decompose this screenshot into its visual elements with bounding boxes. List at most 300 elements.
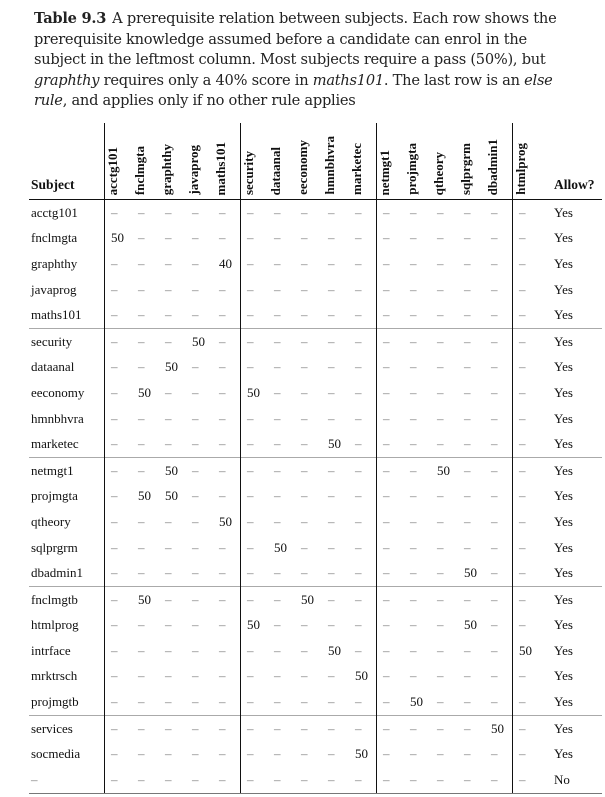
column-header-label: fnclmgta — [132, 145, 147, 195]
empty-cell: – — [513, 406, 541, 432]
empty-cell: – — [138, 359, 145, 375]
empty-cell: – — [513, 664, 541, 690]
empty-cell: – — [437, 204, 444, 220]
empty-cell: – — [165, 204, 172, 220]
empty-cell: – — [464, 694, 471, 710]
empty-cell: – — [192, 694, 199, 710]
caption-text — [34, 10, 556, 109]
empty-cell: – — [165, 384, 172, 400]
empty-cell: – — [274, 204, 281, 220]
column-header-label: security — [241, 150, 256, 195]
column-header-label: graphthy — [159, 143, 174, 195]
empty-cell: – — [491, 204, 498, 220]
empty-cell: – — [377, 277, 405, 303]
empty-cell: – — [404, 586, 431, 612]
table-row — [29, 767, 602, 793]
empty-cell: – — [464, 746, 471, 762]
empty-cell: – — [485, 457, 513, 483]
empty-cell: – — [410, 410, 417, 426]
column-header-label: qtheory — [431, 151, 446, 195]
empty-cell: – — [513, 277, 541, 303]
empty-cell: – — [355, 694, 362, 710]
empty-cell: – — [274, 307, 281, 323]
empty-cell: – — [301, 410, 308, 426]
empty-cell: – — [410, 436, 417, 452]
allow-cell: Yes — [554, 255, 573, 271]
empty-cell: – — [377, 484, 405, 510]
table-row — [29, 560, 602, 586]
empty-cell: – — [404, 767, 431, 793]
empty-cell: – — [274, 436, 281, 452]
empty-cell: – — [355, 359, 362, 375]
empty-cell: – — [355, 281, 362, 297]
empty-cell: – — [513, 380, 541, 406]
empty-cell: – — [105, 741, 133, 767]
empty-cell: – — [219, 307, 226, 323]
table-row — [29, 328, 602, 354]
table-label: Table 9.3 — [34, 10, 107, 27]
subject-cell: services — [29, 715, 105, 741]
empty-cell: – — [241, 638, 269, 664]
empty-cell: – — [355, 565, 362, 581]
empty-cell: – — [301, 255, 308, 271]
empty-cell: – — [431, 767, 458, 793]
prereq-score-cell: 40 — [219, 255, 232, 271]
empty-cell: – — [410, 281, 417, 297]
column-header-dataanal — [268, 123, 295, 200]
empty-cell: – — [328, 230, 335, 246]
empty-cell: – — [219, 488, 226, 504]
empty-cell: – — [410, 488, 417, 504]
empty-cell: – — [241, 200, 269, 226]
table-row — [29, 226, 602, 252]
allow-cell: Yes — [554, 410, 573, 426]
empty-cell: – — [105, 200, 133, 226]
empty-cell: – — [464, 436, 471, 452]
empty-cell: – — [377, 638, 405, 664]
column-header-qtheory — [431, 123, 458, 200]
empty-cell: – — [132, 715, 159, 741]
empty-cell: – — [192, 255, 199, 271]
column-header-label: acctg101 — [105, 146, 120, 195]
empty-cell: – — [437, 359, 444, 375]
empty-cell: – — [219, 694, 226, 710]
empty-cell: – — [301, 617, 308, 633]
empty-cell: – — [437, 642, 444, 658]
table-body — [29, 200, 602, 794]
prereq-score-cell: 50 — [328, 642, 341, 658]
empty-cell: – — [192, 204, 199, 220]
prereq-score-cell: 50 — [355, 746, 368, 762]
table-row — [29, 406, 602, 432]
empty-cell: – — [301, 384, 308, 400]
empty-cell: – — [491, 539, 498, 555]
empty-cell: – — [105, 767, 133, 793]
empty-cell: – — [513, 355, 541, 381]
prereq-score-cell: 50 — [241, 380, 269, 406]
allow-cell: No — [540, 767, 602, 793]
empty-cell: – — [105, 664, 133, 690]
allow-column-header: Allow? — [540, 123, 602, 200]
subject-cell: – — [29, 767, 105, 793]
empty-cell: – — [410, 513, 417, 529]
empty-cell: – — [241, 741, 269, 767]
caption-text-run: . The last row is an — [383, 71, 525, 89]
subject-cell: dbadmin1 — [31, 565, 83, 581]
empty-cell: – — [105, 302, 133, 328]
empty-cell: – — [513, 484, 541, 510]
empty-cell: – — [105, 613, 133, 639]
empty-cell: – — [437, 230, 444, 246]
subject-cell: projmgtb — [31, 694, 79, 710]
empty-cell: – — [192, 668, 199, 684]
empty-cell: – — [513, 689, 541, 715]
empty-cell: – — [219, 384, 226, 400]
column-header-security — [241, 123, 269, 200]
table-row — [29, 200, 602, 226]
empty-cell: – — [268, 586, 295, 612]
empty-cell: – — [355, 255, 362, 271]
table-row — [29, 355, 602, 381]
allow-cell: Yes — [554, 642, 573, 658]
empty-cell: – — [241, 328, 269, 354]
empty-cell: – — [349, 586, 377, 612]
empty-cell: – — [105, 355, 133, 381]
prereq-score-cell: 50 — [485, 715, 513, 741]
empty-cell: – — [138, 281, 145, 297]
allow-cell: Yes — [554, 539, 573, 555]
empty-cell: – — [192, 513, 199, 529]
empty-cell: – — [513, 226, 541, 252]
empty-cell: – — [491, 668, 498, 684]
column-header-eeconomy — [295, 123, 322, 200]
empty-cell: – — [377, 767, 405, 793]
empty-cell: – — [491, 255, 498, 271]
empty-cell: – — [268, 715, 295, 741]
empty-cell: – — [464, 384, 471, 400]
empty-cell: – — [274, 384, 281, 400]
empty-cell: – — [219, 281, 226, 297]
empty-cell: – — [491, 617, 498, 633]
empty-cell: – — [132, 457, 159, 483]
prereq-score-cell: 50 — [219, 513, 232, 529]
empty-cell: – — [274, 488, 281, 504]
empty-cell: – — [437, 539, 444, 555]
column-header-label: dataanal — [268, 146, 283, 195]
empty-cell: – — [105, 328, 133, 354]
empty-cell: – — [355, 642, 362, 658]
empty-cell: – — [513, 200, 541, 226]
table-row — [29, 251, 602, 277]
empty-cell: – — [274, 617, 281, 633]
empty-cell: – — [410, 230, 417, 246]
empty-cell: – — [105, 457, 133, 483]
empty-cell: – — [355, 410, 362, 426]
empty-cell: – — [513, 613, 541, 639]
empty-cell: – — [328, 359, 335, 375]
empty-cell: – — [458, 715, 485, 741]
table-row — [29, 741, 602, 767]
empty-cell: – — [274, 230, 281, 246]
empty-cell: – — [491, 565, 498, 581]
table-row — [29, 457, 602, 483]
empty-cell: – — [410, 204, 417, 220]
empty-cell: – — [328, 694, 335, 710]
empty-cell: – — [513, 741, 541, 767]
empty-cell: – — [437, 436, 444, 452]
empty-cell: – — [437, 307, 444, 323]
prereq-score-cell: 50 — [165, 359, 178, 375]
empty-cell: – — [437, 384, 444, 400]
empty-cell: – — [213, 767, 241, 793]
empty-cell: – — [192, 565, 199, 581]
prereq-score-cell: 50 — [410, 694, 423, 710]
empty-cell: – — [268, 328, 295, 354]
empty-cell: – — [105, 535, 133, 561]
empty-cell: – — [301, 436, 308, 452]
empty-cell: – — [213, 715, 241, 741]
empty-cell: – — [241, 715, 269, 741]
empty-cell: – — [165, 255, 172, 271]
prereq-score-cell: 50 — [431, 457, 458, 483]
empty-cell: – — [241, 302, 269, 328]
table-row — [29, 664, 602, 690]
empty-cell: – — [301, 281, 308, 297]
subject-cell: marketec — [31, 436, 79, 452]
empty-cell: – — [513, 302, 541, 328]
subject-cell: netmgt1 — [29, 457, 105, 483]
empty-cell: – — [138, 307, 145, 323]
empty-cell: – — [219, 565, 226, 581]
prereq-score-cell: 50 — [328, 436, 341, 452]
empty-cell: – — [138, 513, 145, 529]
column-header-label: javaprog — [186, 145, 201, 195]
empty-cell: – — [377, 226, 405, 252]
empty-cell: – — [301, 204, 308, 220]
empty-cell: – — [355, 513, 362, 529]
header-row — [29, 123, 602, 200]
empty-cell: – — [192, 307, 199, 323]
table-row — [29, 613, 602, 639]
empty-cell: – — [410, 539, 417, 555]
table-row — [29, 302, 602, 328]
empty-cell: – — [186, 586, 213, 612]
empty-cell: – — [377, 715, 405, 741]
subject-cell: intrface — [31, 642, 71, 658]
empty-cell: – — [138, 565, 145, 581]
table-row — [29, 431, 602, 457]
empty-cell: – — [404, 328, 431, 354]
prereq-score-cell: 50 — [241, 613, 269, 639]
empty-cell: – — [105, 484, 133, 510]
empty-cell: – — [328, 204, 335, 220]
empty-cell: – — [437, 694, 444, 710]
empty-cell: – — [219, 746, 226, 762]
column-header-label: maths101 — [213, 141, 228, 195]
allow-cell: Yes — [554, 488, 573, 504]
empty-cell: – — [241, 431, 269, 457]
prereq-score-cell: 50 — [274, 539, 287, 555]
empty-cell: – — [328, 410, 335, 426]
empty-cell: – — [377, 689, 405, 715]
empty-cell: – — [274, 359, 281, 375]
empty-cell: – — [192, 746, 199, 762]
prereq-score-cell: 50 — [132, 586, 159, 612]
subject-cell: sqlprgrm — [31, 539, 78, 555]
empty-cell: – — [485, 767, 513, 793]
empty-cell: – — [192, 539, 199, 555]
empty-cell: – — [192, 642, 199, 658]
empty-cell: – — [377, 613, 405, 639]
empty-cell: – — [241, 767, 269, 793]
column-header-label: marketec — [349, 143, 364, 195]
empty-cell: – — [410, 668, 417, 684]
prereq-score-cell: 50 — [464, 565, 477, 581]
allow-cell: Yes — [554, 694, 573, 710]
allow-cell: Yes — [540, 715, 602, 741]
allow-cell: Yes — [554, 746, 573, 762]
empty-cell: – — [458, 457, 485, 483]
empty-cell: – — [219, 204, 226, 220]
empty-cell: – — [165, 617, 172, 633]
empty-cell: – — [328, 539, 335, 555]
caption-italic-term: maths101 — [312, 71, 384, 89]
allow-cell: Yes — [554, 307, 573, 323]
empty-cell: – — [404, 715, 431, 741]
empty-cell: – — [241, 355, 269, 381]
empty-cell: – — [219, 642, 226, 658]
empty-cell: – — [464, 668, 471, 684]
empty-cell: – — [138, 436, 145, 452]
empty-cell: – — [301, 642, 308, 658]
empty-cell: – — [274, 694, 281, 710]
empty-cell: – — [349, 328, 377, 354]
empty-cell: – — [513, 457, 541, 483]
allow-cell: Yes — [540, 328, 602, 354]
empty-cell: – — [464, 410, 471, 426]
empty-cell: – — [159, 715, 186, 741]
empty-cell: – — [138, 410, 145, 426]
empty-cell: – — [192, 436, 199, 452]
empty-cell: – — [274, 410, 281, 426]
empty-cell: – — [355, 307, 362, 323]
empty-cell: – — [274, 281, 281, 297]
subject-cell: maths101 — [31, 307, 82, 323]
empty-cell: – — [192, 230, 199, 246]
empty-cell: – — [322, 715, 349, 741]
empty-cell: – — [192, 410, 199, 426]
empty-cell: – — [491, 436, 498, 452]
table-row — [29, 509, 602, 535]
empty-cell: – — [159, 586, 186, 612]
empty-cell: – — [132, 328, 159, 354]
column-header-label: sqlprgrm — [458, 143, 473, 195]
subject-cell: dataanal — [31, 359, 75, 375]
empty-cell: – — [377, 200, 405, 226]
empty-cell: – — [165, 565, 172, 581]
empty-cell: – — [105, 380, 133, 406]
empty-cell: – — [431, 715, 458, 741]
allow-cell: Yes — [554, 281, 573, 297]
column-header-label: eeconomy — [295, 140, 310, 195]
empty-cell: – — [410, 617, 417, 633]
empty-cell: – — [241, 535, 269, 561]
empty-cell: – — [219, 410, 226, 426]
empty-cell: – — [377, 406, 405, 432]
empty-cell: – — [105, 715, 133, 741]
subject-cell: fnclmgta — [31, 230, 78, 246]
prerequisite-table — [29, 123, 602, 794]
empty-cell: – — [328, 488, 335, 504]
empty-cell: – — [219, 668, 226, 684]
empty-cell: – — [377, 457, 405, 483]
empty-cell: – — [105, 560, 133, 586]
empty-cell: – — [105, 406, 133, 432]
empty-cell: – — [377, 586, 405, 612]
empty-cell: – — [485, 586, 513, 612]
empty-cell: – — [322, 457, 349, 483]
caption-italic-term: else rule — [34, 71, 553, 109]
column-header-graphthy — [159, 123, 186, 200]
empty-cell: – — [241, 586, 269, 612]
empty-cell: – — [295, 767, 322, 793]
empty-cell: – — [213, 457, 241, 483]
subject-cell: eeconomy — [31, 384, 85, 400]
empty-cell: – — [105, 277, 133, 303]
subject-cell: hmnbhvra — [31, 410, 84, 426]
empty-cell: – — [458, 328, 485, 354]
column-header-hmnbhvra — [322, 123, 349, 200]
empty-cell: – — [138, 230, 145, 246]
empty-cell: – — [328, 513, 335, 529]
empty-cell: – — [355, 204, 362, 220]
empty-cell: – — [219, 539, 226, 555]
empty-cell: – — [491, 694, 498, 710]
table-row — [29, 586, 602, 612]
allow-cell: Yes — [554, 436, 573, 452]
empty-cell: – — [268, 767, 295, 793]
table-row — [29, 535, 602, 561]
allow-cell: Yes — [554, 204, 573, 220]
empty-cell: – — [485, 328, 513, 354]
empty-cell: – — [377, 251, 405, 277]
empty-cell: – — [410, 359, 417, 375]
empty-cell: – — [491, 410, 498, 426]
empty-cell: – — [328, 565, 335, 581]
caption-text-run: requires only a 40% score in — [99, 71, 313, 89]
empty-cell: – — [186, 767, 213, 793]
prereq-score-cell: 50 — [165, 488, 178, 504]
allow-cell: Yes — [554, 617, 573, 633]
empty-cell: – — [513, 715, 541, 741]
subject-cell: javaprog — [31, 281, 77, 297]
allow-cell: Yes — [554, 668, 573, 684]
subject-cell: graphthy — [31, 255, 78, 271]
allow-cell: Yes — [554, 230, 573, 246]
caption-text-run: A prerequisite relation between subjects. Each row shows the prerequisite knowledge assumed before a candidate can enrol in the subject in the leftmost column. Most subjects require a pass (50%), but — [34, 10, 557, 68]
empty-cell: – — [464, 488, 471, 504]
column-header-acctg101 — [105, 123, 133, 200]
prereq-score-cell: 50 — [138, 488, 151, 504]
empty-cell: – — [165, 410, 172, 426]
column-header-sqlprgrm — [458, 123, 485, 200]
allow-cell: Yes — [554, 513, 573, 529]
empty-cell: – — [464, 642, 471, 658]
empty-cell: – — [241, 484, 269, 510]
column-header-label: projmgta — [404, 143, 419, 195]
prereq-score-cell: 50 — [138, 384, 151, 400]
empty-cell: – — [301, 513, 308, 529]
